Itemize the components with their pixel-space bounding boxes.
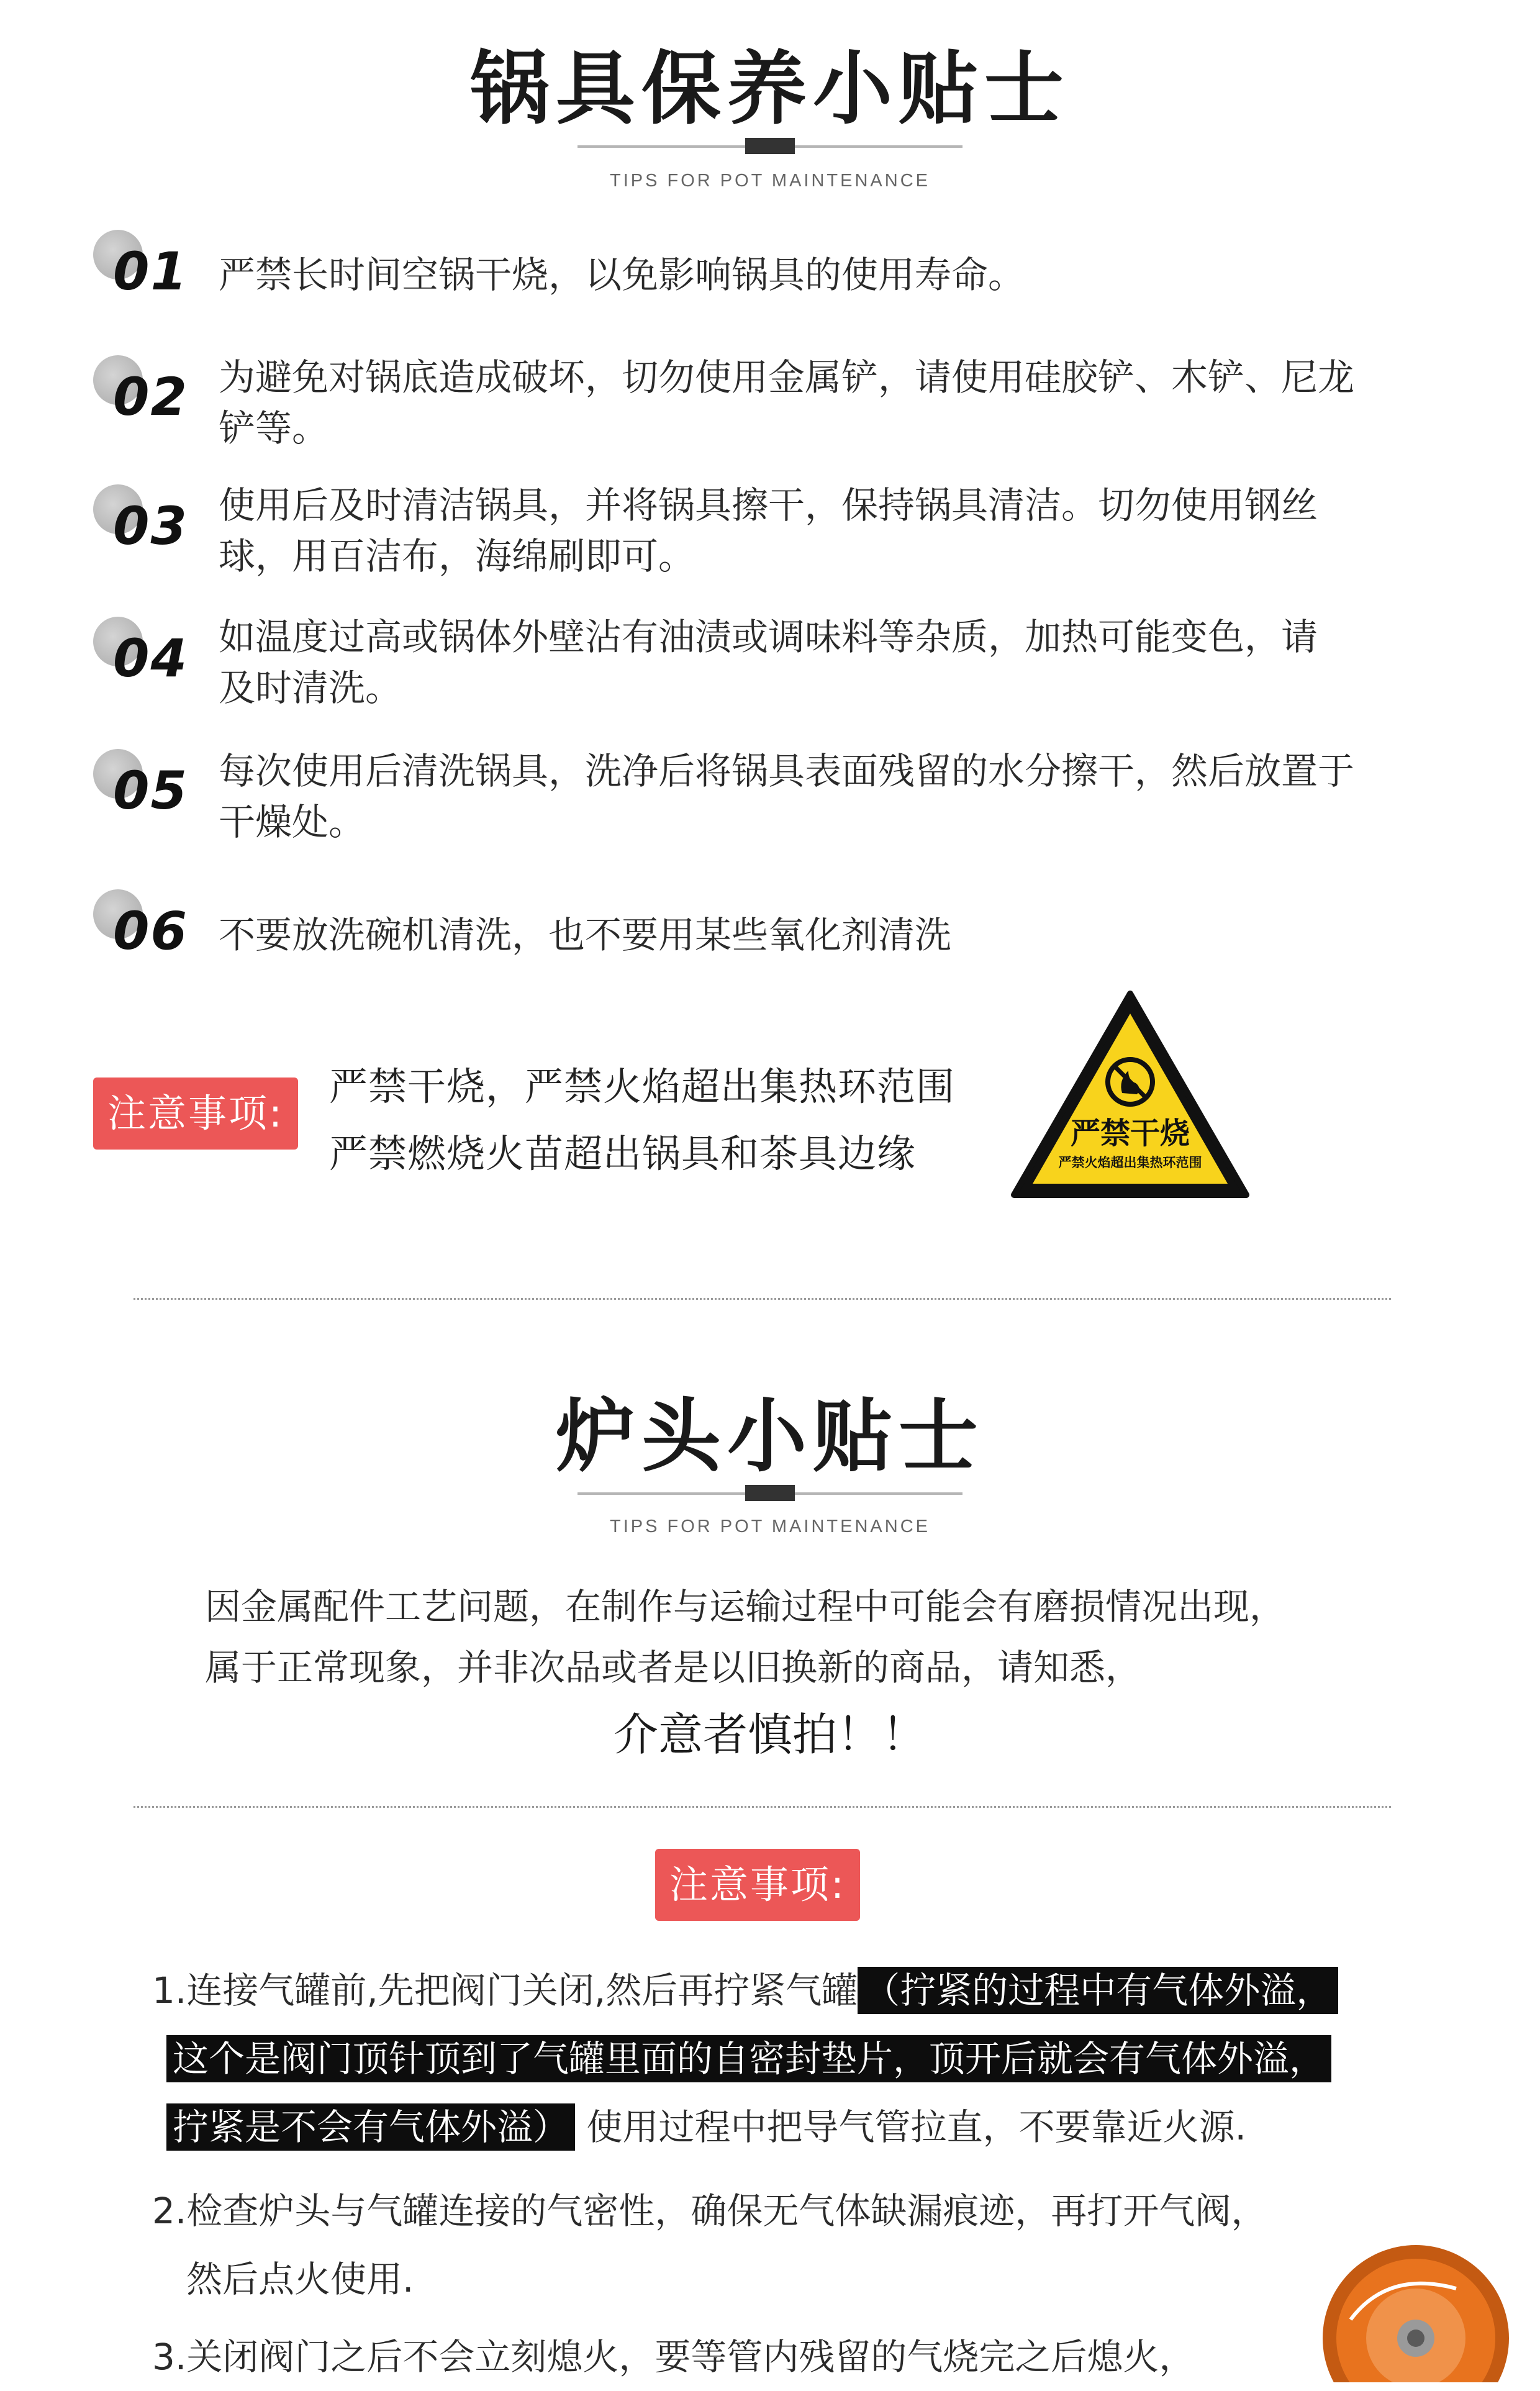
tip-number-text: 06 bbox=[113, 901, 188, 961]
tip-text-05: 每次使用后清洗锅具，洗净后将锅具表面残留的水分擦干，然后放置于干燥处。 bbox=[219, 750, 1355, 843]
intro-emphasis: 介意者慎拍！！ bbox=[613, 1708, 926, 1761]
tip-number-06 bbox=[93, 889, 211, 976]
step-1-text: 1.连接气罐前,先把阀门关闭,然后再拧紧气罐 bbox=[152, 1969, 858, 2012]
notice-label-2: 注意事项: bbox=[655, 1849, 860, 1921]
section1-title: 锅具保养小贴士 bbox=[469, 43, 1070, 135]
tip-number-05 bbox=[93, 749, 211, 836]
step-1-line-2 bbox=[166, 2025, 1331, 2093]
step-2-line-2: 然后点火使用. bbox=[186, 2258, 414, 2300]
tip-number-text: 05 bbox=[113, 760, 188, 821]
tip-number-text: 03 bbox=[113, 496, 188, 556]
tip-text-03: 使用后及时清洁锅具，并将锅具擦干，保持锅具清洁。切勿使用钢丝球，用百洁布，海绵刷即可。 bbox=[219, 484, 1318, 578]
tip-number-text: 04 bbox=[113, 628, 188, 689]
tip-number-04 bbox=[93, 617, 211, 704]
step-1-highlight-3: 拧紧是不会有气体外溢） bbox=[166, 2103, 575, 2151]
notice-line-1: 严禁干烧，严禁火焰超出集热环范围 bbox=[329, 1064, 956, 1109]
step-3-line-1: 3.关闭阀门之后不会立刻熄火，要等管内残留的气烧完之后熄火， bbox=[152, 2336, 1195, 2378]
intro-line-2: 属于正常现象，并非次品或者是以旧换新的商品，请知悉， bbox=[205, 1646, 1142, 1689]
step-1-highlight-2: 这个是阀门顶针顶到了气罐里面的自密封垫片，顶开后就会有气体外溢， bbox=[166, 2035, 1331, 2082]
section-divider bbox=[134, 1298, 1391, 1300]
title-divider-block bbox=[745, 138, 795, 154]
gas-canister-icon bbox=[1313, 2245, 1512, 2382]
section-divider bbox=[134, 1806, 1391, 1808]
notice-label: 注意事项: bbox=[93, 1078, 298, 1150]
intro-line-1: 因金属配件工艺问题，在制作与运输过程中可能会有磨损情况出现， bbox=[205, 1586, 1286, 1628]
step-1-line-3 bbox=[166, 2093, 1246, 2161]
tip-text-01: 严禁长时间空锅干烧，以免影响锅具的使用寿命。 bbox=[219, 253, 1025, 296]
section2-subtitle: TIPS FOR POT MAINTENANCE bbox=[609, 1517, 930, 1536]
tip-number-02 bbox=[93, 355, 211, 442]
tip-text-02: 为避免对锅底造成破坏，切勿使用金属铲，请使用硅胶铲、木铲、尼龙铲等。 bbox=[219, 356, 1355, 450]
sign-sub-text: 严禁火焰超出集热环范围 bbox=[1058, 1155, 1202, 1170]
title-divider-block bbox=[745, 1485, 795, 1501]
step-2-line-1: 2.检查炉头与气罐连接的气密性，确保无气体缺漏痕迹，再打开气阀， bbox=[152, 2190, 1267, 2232]
tip-number-text: 02 bbox=[113, 366, 188, 427]
section2-title: 炉头小贴士 bbox=[555, 1391, 984, 1483]
step-1-line-1 bbox=[152, 1956, 1338, 2025]
tip-text-04: 如温度过高或锅体外壁沾有油渍或调味料等杂质，加热可能变色，请及时清洗。 bbox=[219, 615, 1318, 709]
tip-number-text: 01 bbox=[113, 241, 188, 302]
tip-text-06: 不要放洗碗机清洗，也不要用某些氧化剂清洗 bbox=[219, 914, 952, 956]
sign-main-text: 严禁干烧 bbox=[1070, 1116, 1190, 1151]
step-1-text-tail: 使用过程中把导气管拉直，不要靠近火源. bbox=[586, 2106, 1246, 2148]
tip-number-03 bbox=[93, 484, 211, 571]
step-1-highlight-1: （拧紧的过程中有气体外溢， bbox=[858, 1967, 1338, 2014]
warning-sign bbox=[1009, 989, 1251, 1200]
tip-number-01 bbox=[93, 230, 211, 317]
notice-line-2: 严禁燃烧火苗超出锅具和茶具边缘 bbox=[329, 1131, 917, 1176]
section1-subtitle: TIPS FOR POT MAINTENANCE bbox=[609, 171, 930, 191]
gas-canister-image bbox=[1313, 2245, 1512, 2382]
